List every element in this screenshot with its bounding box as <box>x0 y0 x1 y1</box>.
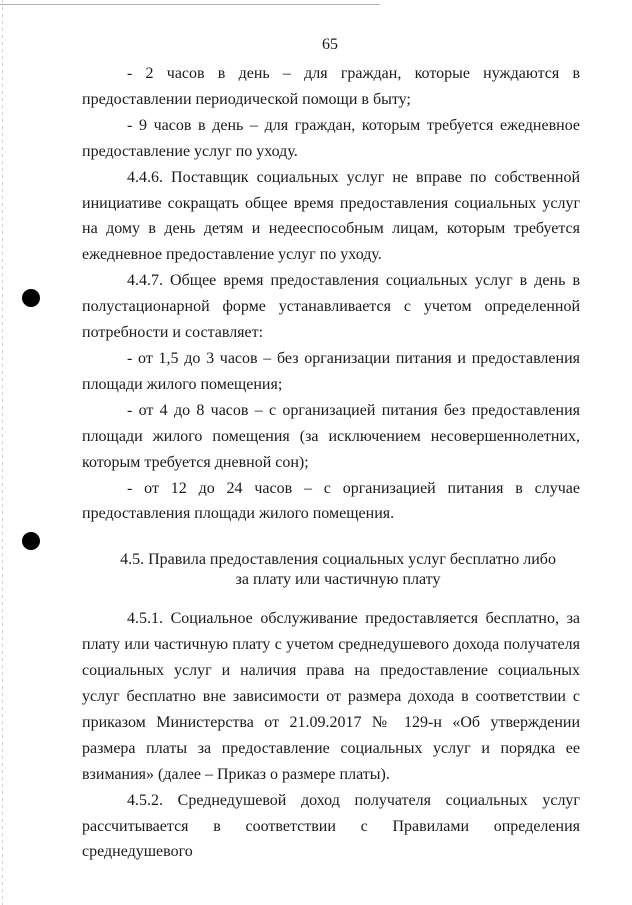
paragraph-hours-periodic: - 2 часов в день – для граждан, которые нуждаются в предоставлении периодической помощи в быту; <box>82 65 580 108</box>
punch-hole-upper <box>22 289 40 307</box>
page-number: 65 <box>322 36 338 53</box>
punch-hole-lower <box>22 532 40 550</box>
paragraph-1-5-to-3-hours: - от 1,5 до 3 часов – без организации питания и предоставления площади жилого помещения; <box>82 349 580 393</box>
paragraph-4-5-2: 4.5.2. Среднедушевой доход получателя социальных услуг рассчитывается в соответствии с Правилами определения среднедушевого <box>82 791 580 861</box>
spacer <box>82 590 580 606</box>
paragraph-hours-daily-care: - 9 часов в день – для граждан, которым требуется ежедневное предоставление услуг по уходу. <box>82 116 580 160</box>
section-heading-4-5-line2: за плату или частичную плату <box>235 571 441 589</box>
section-heading-4-5-line1: 4.5. Правила предоставления социальных услуг бесплатно либо <box>120 551 556 569</box>
paragraph-4-5-1: 4.5.1. Социальное обслуживание предоставляется бесплатно, за плату или частичную плату с учетом среднедушевого дохода получателя социальных услуг и наличия права на предоставление социальных услуг бесплатно вне зависимости от размера дохода в соответствии с приказом Министерства от 21.09.2017 № 129-н «Об утверждении размера платы за предоставление социальных услуг и порядка ее взимания» (далее – Приказ о размере платы). <box>82 610 580 783</box>
document-body <box>82 61 580 865</box>
paragraph-4-4-7: 4.4.7. Общее время предоставления социальных услуг в день в полустационарной форме устанавливается с учетом определенной потребности и составляет: <box>82 272 580 342</box>
spacer <box>82 527 580 550</box>
scan-left-edge <box>2 0 3 905</box>
paragraph-4-to-8-hours: - от 4 до 8 часов – с организацией питания без предоставления площади жилого помещения (за исключением несовершеннолетних, которым требуется дневной сон); <box>82 401 580 471</box>
paragraph-4-4-6: 4.4.6. Поставщик социальных услуг не вправе по собственной инициативе сокращать общее время предоставления социальных услуг на дому в день детям и недееспособным лицам, которым требуется ежедневное предоставление услуг по уходу. <box>82 168 580 264</box>
paragraph-12-to-24-hours: - от 12 до 24 часов – с организацией питания в случае предоставления площади жилого помещения. <box>82 479 580 523</box>
scan-top-edge <box>0 4 380 5</box>
